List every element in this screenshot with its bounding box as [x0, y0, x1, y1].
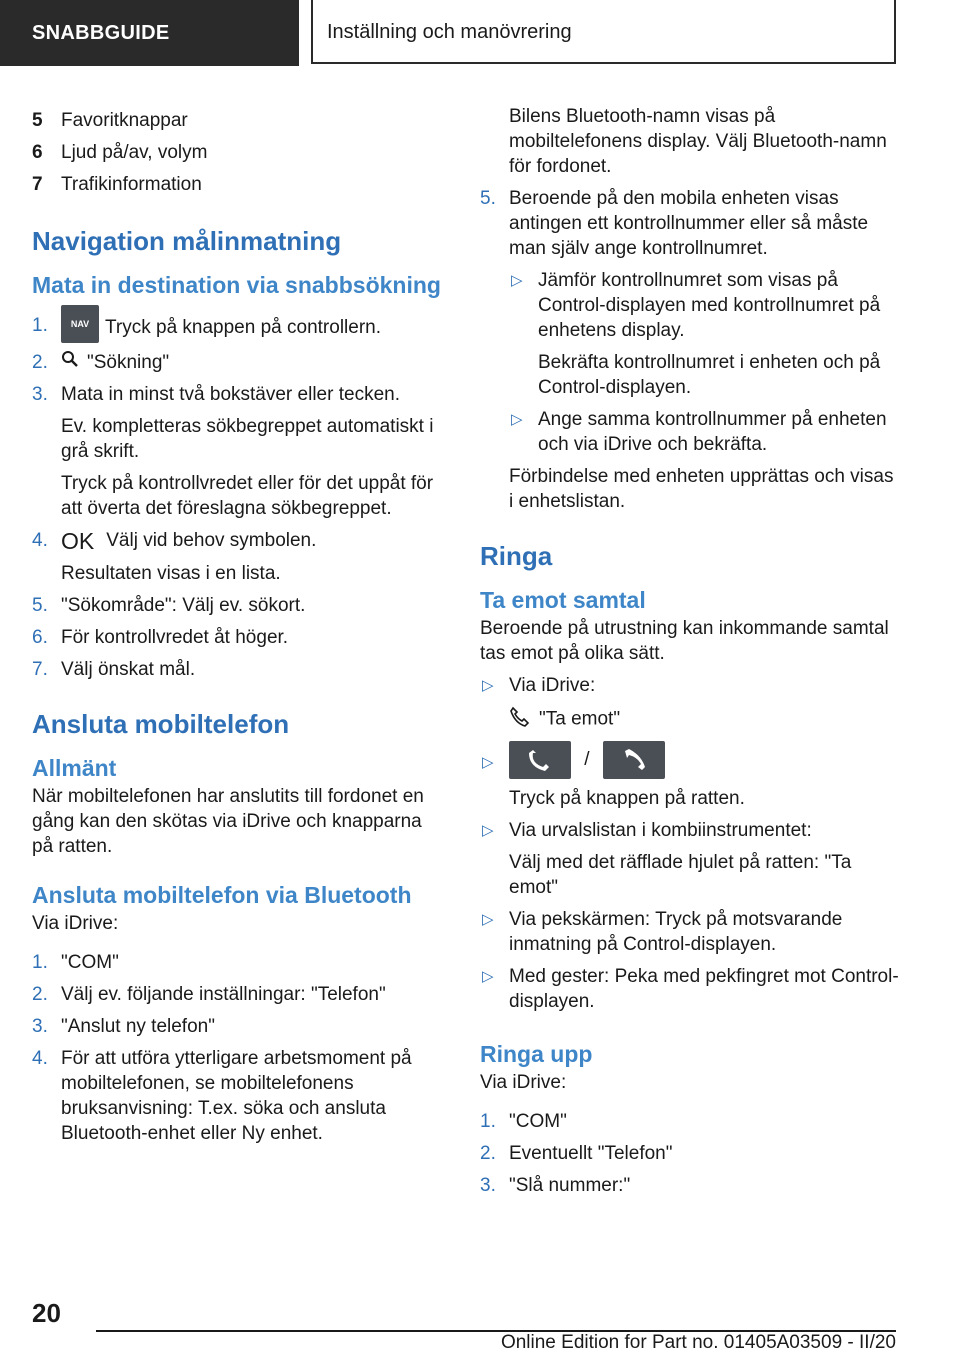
bullet-triangle-icon: ▷: [511, 411, 523, 428]
step-item: 4. För att utföra ytterligare arbetsmoment på mobiltelefonen, se mobiltelefonens bruksanvisning: T.ex. söka och ansluta Bluetooth-enhet eller Ny enhet.: [32, 1047, 412, 1144]
bullet-item: ▷ Via iDrive: "Ta emot": [480, 673, 900, 734]
general-text: När mobiltelefonen har anslutits till fordonet en gång kan den skötas via iDrive och knapparna på ratten.: [32, 785, 424, 857]
bullet-triangle-icon: ▷: [482, 911, 494, 928]
heading-ring: Ringa: [480, 541, 553, 571]
heading-bluetooth: Ansluta mobiltelefon via Bluetooth: [32, 881, 412, 908]
bullet-item: ▷ Ange samma kontrollnummer på enheten och via iDrive och bekräfta.: [511, 409, 887, 455]
bullet-item: ▷ Jämför kontrollnumret som visas på Control-displayen med kontrollnumret på enhetens display. Bekräfta kontrollnumret i enheten och på Control-displayen.: [511, 270, 881, 398]
list-item: 7 Trafikinformation: [32, 174, 202, 195]
via-idrive-text: Via iDrive:: [480, 1072, 567, 1093]
heading-call: Ringa upp: [480, 1041, 593, 1067]
step-item: 5. "Sökområde": Välj ev. sökort.: [32, 594, 306, 616]
step-item: 1. NAV Tryck på knappen på controllern.: [32, 313, 448, 343]
chapter-title: Inställning och manövrering: [311, 0, 896, 64]
bullet-item: ▷ / Tryck på knappen på ratten.: [480, 741, 900, 811]
connection-text: Förbindelse med enheten upprättas och visas i enhetslistan.: [509, 466, 894, 512]
bullet-item: ▷ Via pekskärmen: Tryck på motsvarande inmatning på Control-displayen.: [482, 909, 843, 955]
step-item: 2. Eventuellt "Telefon": [480, 1143, 673, 1164]
search-icon: [61, 350, 79, 375]
nav-button-icon: NAV: [61, 305, 99, 343]
left-column: [32, 108, 448, 1153]
edition-text: Online Edition for Part no. 01405A03509 - II/20: [500, 1332, 896, 1353]
right-column: [480, 104, 900, 1205]
section-tab: SNABBGUIDE: [0, 0, 299, 66]
bullet-triangle-icon: ▷: [482, 822, 494, 839]
bullet-triangle-icon: ▷: [511, 272, 523, 289]
bluetooth-name-text: Bilens Bluetooth-namn visas på mobiltelefonens display. Välj Bluetooth-namn för fordonet.: [509, 106, 887, 177]
step-item: 3. "Anslut ny telefon": [32, 1015, 215, 1037]
via-idrive-text: Via iDrive:: [32, 912, 119, 934]
list-item: 6 Ljud på/av, volym: [32, 142, 208, 163]
heading-quicksearch: Mata in destination via snabbsökning: [32, 272, 441, 298]
step-item: 3. Mata in minst två bokstäver eller tecken. Ev. kompletteras sökbegreppet automatiskt i grå skrift. Tryck på kontrollvredet eller för det uppåt för att överta det föreslagna sökbegreppet.: [32, 384, 434, 520]
list-item: 5 Favoritknappar: [32, 110, 188, 131]
step-item: 6. För kontrollvredet åt höger.: [32, 626, 289, 648]
heading-receive-call: Ta emot samtal: [480, 587, 646, 613]
phone-hangup-button-icon: [603, 741, 665, 779]
bullet-triangle-icon: ▷: [482, 677, 494, 694]
step-item: 1. "COM": [480, 1111, 567, 1132]
step-item: 7. Välj önskat mål.: [32, 658, 196, 680]
step-item: 3. "Slå nummer:": [480, 1175, 631, 1196]
step-item: 2. "Sökning": [32, 350, 448, 375]
page-number: 20: [32, 1298, 61, 1328]
heading-navigation: Navigation målinmatning: [32, 226, 342, 256]
bullet-item: ▷ Med gester: Peka med pekfingret mot Control-displayen.: [482, 966, 899, 1012]
heading-connect-phone: Ansluta mobiltelefon: [32, 708, 290, 739]
phone-answer-button-icon: [509, 741, 571, 779]
bullet-triangle-icon: ▷: [482, 754, 494, 771]
receive-text: Beroende på utrustning kan inkommande samtal tas emot på olika sätt.: [480, 618, 889, 664]
step-item: 5. Beroende på den mobila enheten visas antingen ett kontrollnummer eller så måste man själv ange kontrollnumret.: [480, 188, 869, 259]
heading-general: Allmänt: [32, 754, 117, 781]
bullet-item: ▷ Via urvalslistan i kombiinstrumentet: Välj med det räfflade hjulet på ratten: "Ta emot": [482, 820, 852, 898]
ok-icon: OK: [61, 527, 95, 554]
phone-icon: [509, 705, 531, 734]
step-item: 2. Välj ev. följande inställningar: "Telefon": [32, 983, 386, 1005]
step-item: 4. OK Välj vid behov symbolen. Resultaten visas i en lista.: [32, 527, 317, 584]
bullet-triangle-icon: ▷: [482, 968, 494, 985]
step-item: 1. "COM": [32, 951, 119, 973]
page-header: [0, 0, 960, 66]
